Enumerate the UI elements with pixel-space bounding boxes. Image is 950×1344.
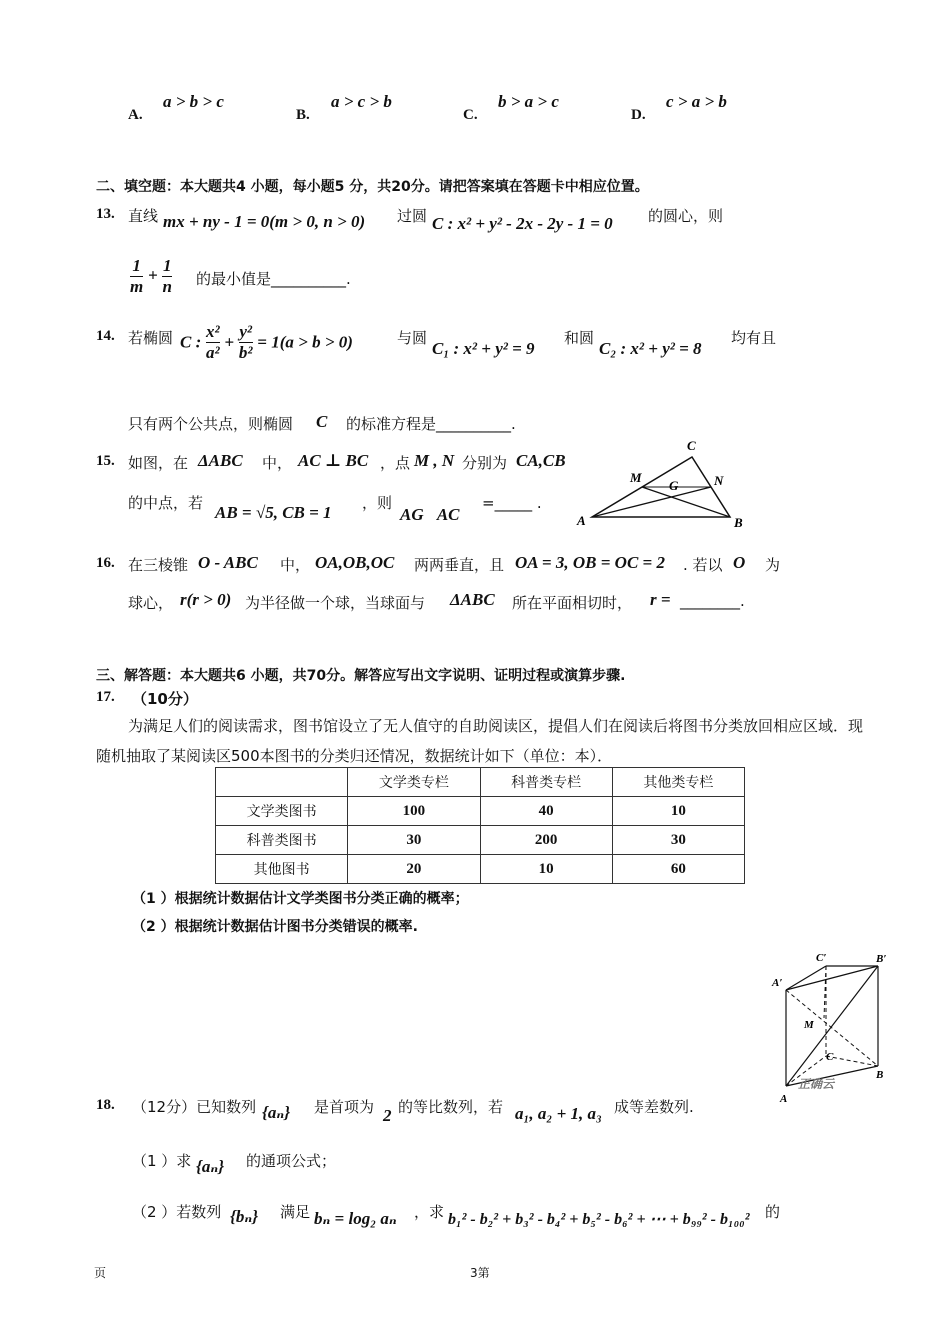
q16-answer-blank: ________.	[680, 592, 745, 610]
q18-sub2-text: （2 ）若数列	[132, 1203, 222, 1221]
q13-fraction-sum	[130, 256, 172, 297]
q18-sub1-text: （1 ）求	[132, 1152, 192, 1170]
q17-paragraph: 为满足人们的阅读需求，图书馆设立了无人值守的自助阅读区，提倡人们在阅读后将图书分类放回相应区域．现随机抽取了某阅读区500本图书的分类归还情况，数据统计如下（单位：本）．	[96, 717, 864, 765]
q14-text: 与圆	[397, 329, 428, 347]
q13-text: 直线	[128, 207, 159, 225]
median-bm	[642, 487, 730, 517]
table-cell: 20	[348, 855, 480, 884]
table-header-cell	[216, 768, 348, 797]
option-d-label: D.	[631, 107, 646, 123]
q17-subquestion-2: （2 ）根据统计数据估计图书分类错误的概率.	[132, 919, 418, 935]
section-heading-solutions: 三、解答题：本大题共6 小题，共70分。解答应写出文字说明、证明过程或演算步骤.	[96, 668, 626, 684]
q15-segments: CA,CB	[516, 451, 566, 470]
option-c-label: C.	[463, 107, 478, 123]
prism-figure	[768, 948, 898, 1108]
q16-pyramid: O - ABC	[198, 553, 258, 572]
q15-text: 如图，在	[128, 454, 189, 472]
q15-text: 的中点，若	[128, 494, 204, 512]
q15-dot-product: AG⃗AC	[400, 505, 460, 524]
q14-ellipse-symbol: C	[316, 412, 328, 431]
q14-text: 和圆	[564, 329, 595, 347]
q13-answer-blank: 的最小值是__________.	[196, 270, 351, 288]
option-d-expr: c > a > b	[666, 92, 727, 111]
q17-subquestion-1: （1 ）根据统计数据估计文学类图书分类正确的概率；	[132, 891, 469, 907]
q15-perpendicular: AC ⊥ BC	[298, 451, 369, 470]
q16-text: 球心，	[128, 594, 174, 612]
option-a-expr: a > b > c	[163, 92, 224, 111]
frac-denominator: m	[130, 277, 144, 296]
table-row	[216, 826, 745, 855]
row-label: 科普类图书	[216, 826, 348, 855]
edge-a1b1	[786, 966, 878, 990]
q16-text: . 若以	[683, 556, 723, 574]
q18-terms: a₁, a₂ + 1, a₃	[515, 1104, 602, 1123]
table-cell: 10	[612, 797, 744, 826]
q15-text: 中，	[262, 454, 293, 472]
q15-points: M , N	[414, 451, 455, 470]
q16-text: 在三棱锥	[128, 556, 189, 574]
row-label: 其他图书	[216, 855, 348, 884]
q16-text: 所在平面相切时，	[512, 594, 633, 612]
q16-o: O	[733, 553, 746, 572]
frac-denominator: a²	[206, 343, 220, 362]
table-header-cell: 科普类专栏	[480, 768, 612, 797]
q16-radius: r(r > 0)	[180, 590, 232, 609]
q14-answer-blank: 的标准方程是__________.	[346, 415, 516, 433]
frac-numerator: y²	[239, 322, 253, 341]
q13-circle-equation: C : x² + y² - 2x - 2y - 1 = 0	[432, 214, 613, 233]
table-cell: 10	[480, 855, 612, 884]
q14-text: 若椭圆	[128, 329, 174, 347]
label-c: C	[687, 438, 696, 453]
q16-triangle: ΔABC	[450, 590, 495, 609]
q15-answer-blank: =_____ .	[482, 494, 542, 512]
question-number-13: 13.	[96, 206, 115, 222]
q16-text: 为	[765, 556, 781, 574]
ellipse-c: C :	[180, 332, 202, 352]
question-number-16: 16.	[96, 555, 115, 571]
frac-numerator: 1	[132, 256, 141, 275]
q13-text: 的圆心，则	[648, 207, 724, 225]
table-cell: 40	[480, 797, 612, 826]
q18-sub2-text: 的	[765, 1203, 781, 1221]
q18-text: 是首项为	[314, 1098, 375, 1116]
watermark: 正确云	[798, 1077, 835, 1091]
statistics-table	[215, 767, 745, 884]
q13-line-equation: mx + ny - 1 = 0(m > 0, n > 0)	[163, 212, 366, 231]
q14-circle2-equation: C₂ : x² + y² = 8	[599, 339, 702, 358]
q18-alternating-sum: b₁² - b₂² + b₃² - b₄² + b₅² - b₆² + ⋯ + b₉₉² - b₁₀₀²	[448, 1211, 750, 1228]
plus-sign: +	[148, 265, 158, 285]
q18-first-term: 2	[383, 1106, 392, 1125]
question-number-17: 17.	[96, 689, 115, 705]
q14-text: 只有两个公共点，则椭圆	[128, 415, 294, 433]
question-number-14: 14.	[96, 328, 115, 344]
label-b1: B′	[876, 953, 887, 965]
option-a-label: A.	[128, 107, 143, 123]
table-cell: 100	[348, 797, 480, 826]
q16-r-equals: r =	[650, 590, 671, 609]
q18-bn-definition: bₙ = log₂ aₙ	[314, 1209, 397, 1228]
label-b: B	[876, 1069, 884, 1081]
table-header-cell: 文学类专栏	[348, 768, 480, 797]
q18-text: 成等差数列.	[614, 1098, 694, 1116]
question-number-18: 18.	[96, 1097, 115, 1113]
table-header-row	[216, 768, 745, 797]
q16-edges: OA,OB,OC	[315, 553, 395, 572]
q16-text: 为半径做一个球，当球面与	[245, 594, 426, 612]
q15-text: 分别为	[462, 454, 508, 472]
label-m: M	[630, 470, 642, 485]
q18-text: （12分）已知数列	[132, 1098, 257, 1116]
question-number-15: 15.	[96, 453, 115, 469]
label-a1: A′	[772, 977, 783, 989]
frac-numerator: 1	[162, 256, 172, 275]
q18-sub1-sequence: {aₙ}	[196, 1157, 225, 1176]
frac-numerator: x²	[206, 322, 220, 341]
diagonal-ab1	[786, 966, 878, 1086]
q18-sub2-text: ，求	[414, 1203, 445, 1221]
edge-cb	[826, 1056, 878, 1066]
q16-lengths: OA = 3, OB = OC = 2	[515, 553, 665, 572]
q15-text: ，则	[362, 494, 393, 512]
footer-left: 页	[94, 1266, 107, 1280]
section-heading-fill-in: 二、填空题：本大题共4 小题，每小题5 分，共20分。请把答案填在答题卡中相应位置。	[96, 179, 649, 195]
q15-triangle: ΔABC	[198, 451, 243, 470]
table-row	[216, 797, 745, 826]
q16-text: 两两垂直，且	[414, 556, 505, 574]
table-row	[216, 855, 745, 884]
q14-ellipse-equation	[180, 322, 353, 363]
q18-sub2-text: 满足	[280, 1203, 311, 1221]
row-label: 文学类图书	[216, 797, 348, 826]
label-c: C	[826, 1051, 834, 1063]
label-n: N	[714, 473, 724, 488]
q18-text: 的等比数列，若	[398, 1098, 504, 1116]
label-g: G	[669, 478, 679, 493]
q15-text: ，点	[380, 454, 411, 472]
plus-sign: +	[224, 332, 235, 352]
q18-sub1-text: 的通项公式；	[246, 1152, 337, 1170]
triangle-figure	[572, 432, 752, 532]
edge-a1c1	[786, 966, 826, 990]
page-number: 3第	[470, 1266, 490, 1280]
table-cell: 60	[612, 855, 744, 884]
q18-sequence-an: {aₙ}	[262, 1103, 291, 1122]
option-b-label: B.	[296, 107, 310, 123]
option-b-expr: a > c > b	[331, 92, 392, 111]
frac-denominator: b²	[238, 343, 253, 362]
frac-denominator: n	[162, 277, 172, 296]
label-b: B	[734, 515, 743, 530]
table-header-cell: 其他类专栏	[612, 768, 744, 797]
q18-sequence-bn: {bₙ}	[230, 1207, 259, 1226]
q14-text: 均有且	[731, 329, 777, 347]
q15-condition: AB = √5, CB = 1	[215, 503, 332, 522]
q13-text: 过圆	[397, 207, 428, 225]
q16-text: 中，	[280, 556, 311, 574]
median-an	[592, 487, 711, 517]
table-cell: 30	[348, 826, 480, 855]
table-cell: 30	[612, 826, 744, 855]
table-cell: 200	[480, 826, 612, 855]
label-a: A	[780, 1093, 788, 1105]
label-c1: C′	[816, 952, 827, 964]
q17-score: （10分）	[132, 690, 198, 708]
label-a: A	[577, 513, 586, 528]
label-m: M	[804, 1019, 814, 1031]
ellipse-rhs: = 1(a > b > 0)	[257, 332, 353, 352]
q14-circle1-equation: C₁ : x² + y² = 9	[432, 339, 535, 358]
option-c-expr: b > a > c	[498, 92, 559, 111]
